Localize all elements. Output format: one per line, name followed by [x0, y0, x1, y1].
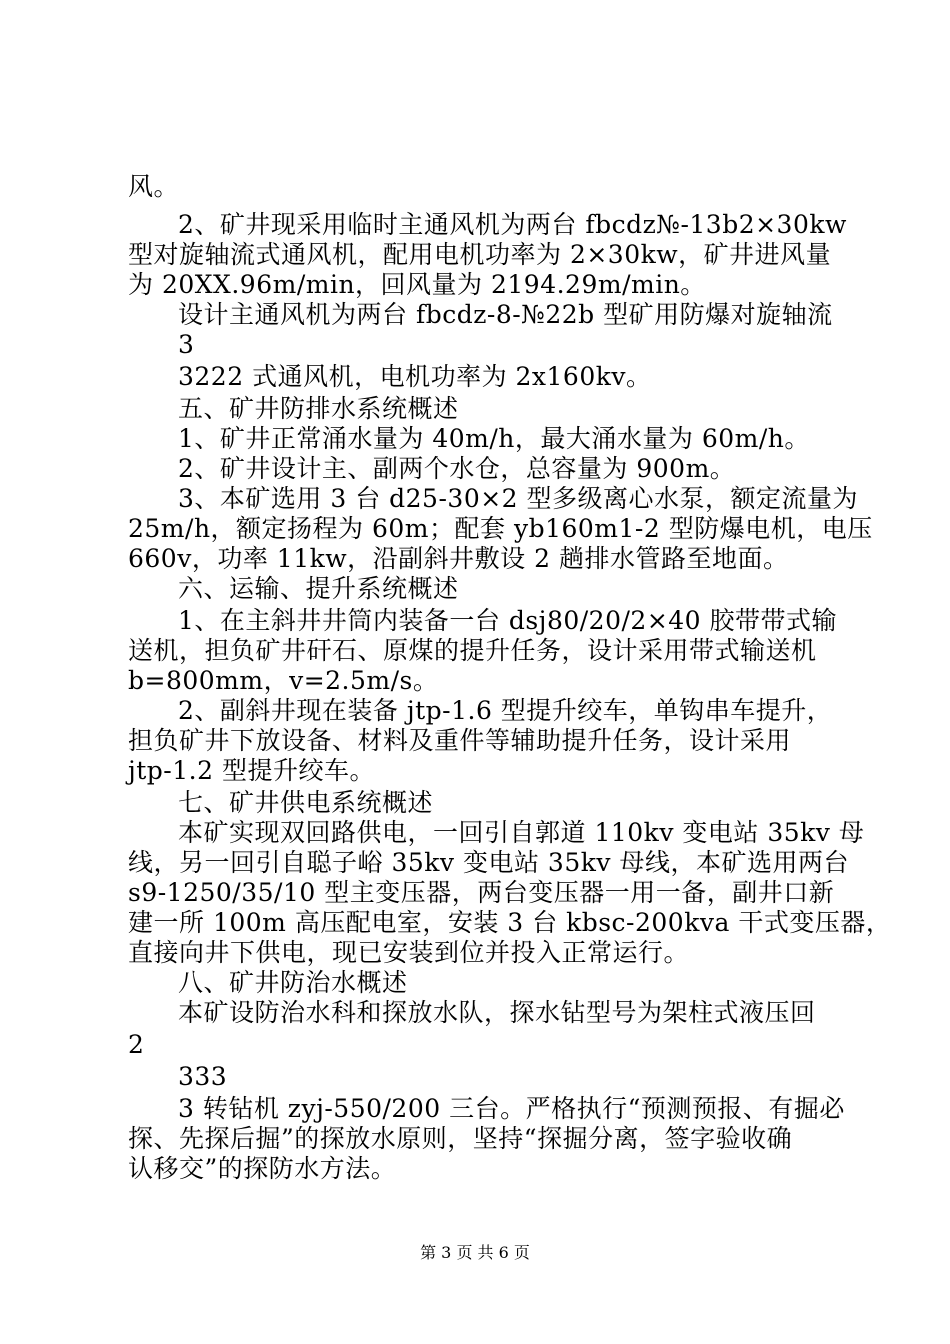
text-line: 设计主通风机为两台 fbcdz-8-№22b 型矿用防爆对旋轴流 — [178, 300, 833, 329]
section-heading: 七、矿井供电系统概述 — [178, 788, 434, 817]
text-line: 3222 式通风机，电机功率为 2x160kv。 — [178, 362, 652, 391]
text-line: 25m/h，额定扬程为 60m；配套 yb160m1-2 型防爆电机，电压 — [128, 514, 873, 543]
section-heading: 八、矿井防治水概述 — [178, 968, 408, 997]
text-line: 3、本矿选用 3 台 d25-30×2 型多级离心水泵，额定流量为 — [178, 484, 859, 513]
text-line: 2、副斜井现在装备 jtp-1.6 型提升绞车，单钩串车提升， — [178, 696, 833, 725]
text-line: 送机，担负矿井矸石、原煤的提升任务，设计采用带式输送机 — [128, 636, 817, 665]
text-line: 建一所 100m 高压配电室，安装 3 台 kbsc-200kva 干式变压器， — [128, 908, 892, 937]
text-line: 3 — [178, 330, 195, 359]
text-line: 3 转钻机 zyj-550/200 三台。严格执行“预测预报、有掘必 — [178, 1094, 845, 1123]
text-line: 2 — [128, 1030, 145, 1059]
text-line: 风。 — [128, 172, 180, 201]
text-line: 线，另一回引自聪子峪 35kv 变电站 35kv 母线，本矿选用两台 — [128, 848, 849, 877]
text-line: 本矿实现双回路供电，一回引自郭道 110kv 变电站 35kv 母 — [178, 818, 865, 847]
text-line: 直接向井下供电，现已安装到位并投入正常运行。 — [128, 938, 690, 967]
text-line: 333 — [178, 1062, 228, 1091]
text-line: s9-1250/35/10 型主变压器，两台变压器一用一备，副井口新 — [128, 878, 835, 907]
text-line: 2、矿井现采用临时主通风机为两台 fbcdz№-13b2×30kw — [178, 210, 847, 239]
text-line: 担负矿井下放设备、材料及重件等辅助提升任务，设计采用 — [128, 726, 792, 755]
text-line: 1、在主斜井井筒内装备一台 dsj80/20/2×40 胶带带式输 — [178, 606, 838, 635]
text-line: 1、矿井正常涌水量为 40m/h，最大涌水量为 60m/h。 — [178, 424, 810, 453]
section-heading: 六、运输、提升系统概述 — [178, 574, 459, 603]
text-line: b=800mm，v=2.5m/s。 — [128, 666, 439, 695]
text-line: 探、先探后掘”的探放水原则，坚持“探掘分离，签字验收确 — [128, 1124, 793, 1153]
text-line: 为 20XX.96m/min，回风量为 2194.29m/min。 — [128, 270, 706, 299]
page-footer: 第 3 页 共 6 页 — [420, 1243, 530, 1262]
text-line: 2、矿井设计主、副两个水仓，总容量为 900m。 — [178, 454, 736, 483]
text-line: 660v，功率 11kw，沿副斜井敷设 2 趟排水管路至地面。 — [128, 544, 789, 573]
text-line: 型对旋轴流式通风机，配用电机功率为 2×30kw，矿井进风量 — [128, 240, 832, 269]
text-line: 本矿设防治水科和探放水队，探水钻型号为架柱式液压回 — [178, 998, 816, 1027]
text-line: 认移交”的探防水方法。 — [128, 1154, 397, 1183]
text-line: jtp-1.2 型提升绞车。 — [128, 756, 375, 785]
section-heading: 五、矿井防排水系统概述 — [178, 394, 459, 423]
